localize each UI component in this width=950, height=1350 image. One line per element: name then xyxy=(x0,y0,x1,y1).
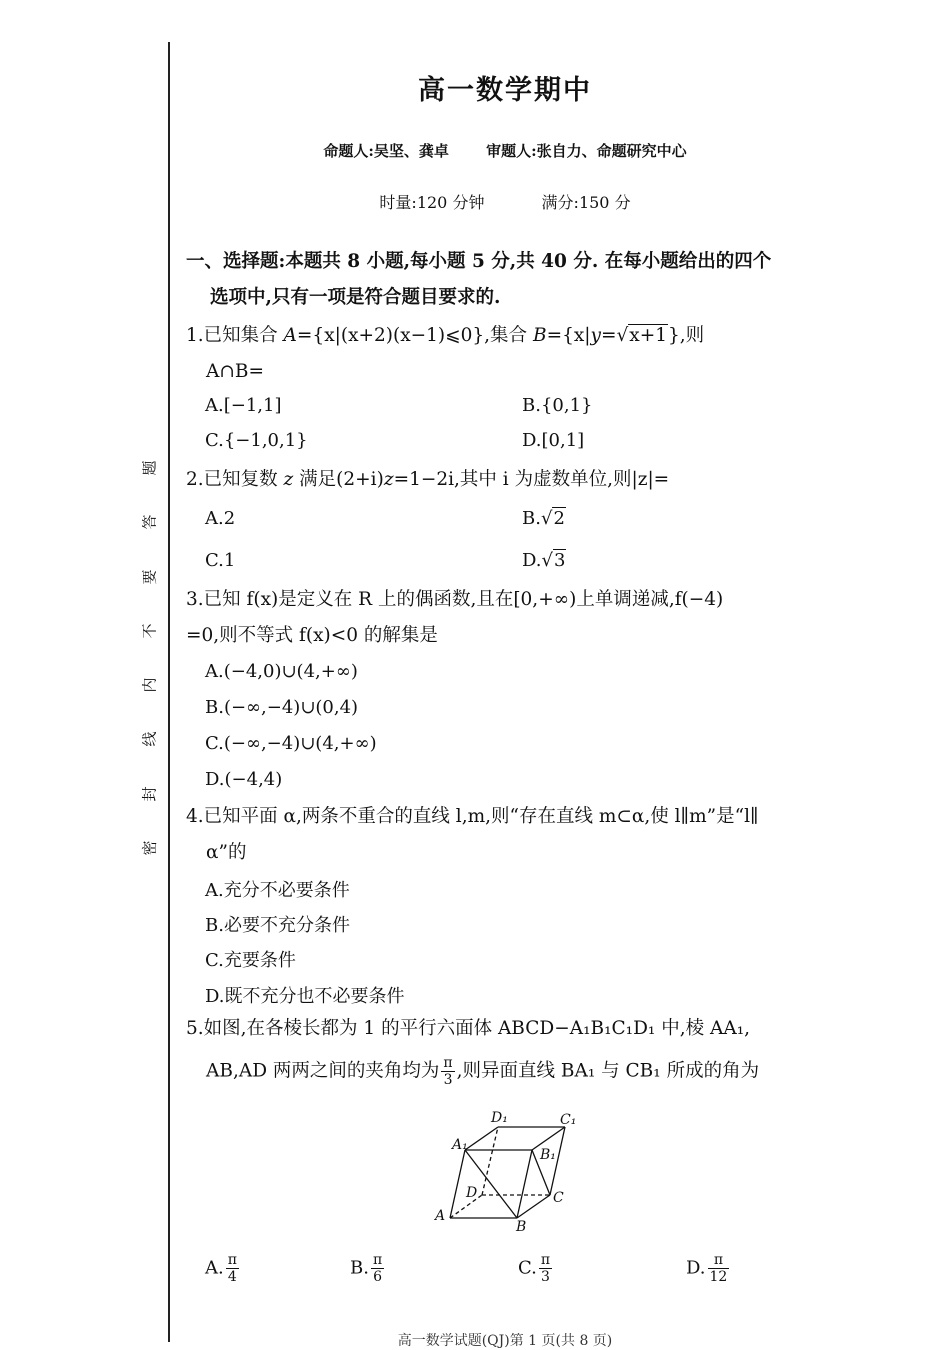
q1-option-b: B.{0,1} xyxy=(522,395,593,416)
seal-char: 线 xyxy=(140,731,159,747)
q4-option-a: A.充分不必要条件 xyxy=(205,880,350,901)
seal-char: 要 xyxy=(140,569,159,585)
exam-info xyxy=(60,190,950,213)
q4-line-1: 4.已知平面 α,两条不重合的直线 l,m,则“存在直线 m⊂α,使 l∥m”是“l∥ xyxy=(186,806,759,827)
q4-option-b: B.必要不充分条件 xyxy=(205,915,350,936)
q1-stem: 1.已知集合 A={x|(x+2)(x−1)⩽0},集合 B={x|y=√x+1},则 xyxy=(186,325,705,346)
question-2: 2.已知复数 z 满足(2+i)z=1−2i,其中 i 为虚数单位,则|z|= xyxy=(186,469,670,490)
section-line-1: 一、选择题:本题共 8 小题,每小题 5 分,共 40 分. 在每小题给出的四个 xyxy=(186,251,772,272)
label-B1: B₁ xyxy=(540,1147,556,1163)
q4-line-2: α”的 xyxy=(206,842,247,863)
binding-line xyxy=(168,42,170,1342)
q3-option-c: C.(−∞,−4)∪(4,+∞) xyxy=(205,733,377,754)
q3-option-d: D.(−4,4) xyxy=(205,769,283,790)
seal-char: 封 xyxy=(140,786,159,802)
question-4 xyxy=(186,805,816,865)
q2-option-c: C.1 xyxy=(205,550,236,571)
seal-line-notice xyxy=(140,458,160,858)
q4-option-c: C.充要条件 xyxy=(205,950,296,971)
time-limit: 时量:120 分钟 xyxy=(379,193,485,212)
q5-option-b: B. $\frac{\pi}{6}$ xyxy=(350,1252,383,1285)
q4-option-d: D.既不充分也不必要条件 xyxy=(205,986,405,1007)
q2-option-d: D.√3 xyxy=(522,550,566,571)
full-score: 满分:150 分 xyxy=(541,193,631,212)
q5-line-2: AB,AD 两两之间的夹角均为 $\frac{\pi}{3}$ ,则异面直线 BA₁ 与 CB₁ 所成的角为 xyxy=(206,1055,760,1088)
question-1 xyxy=(186,324,816,384)
q1-option-c: C.{−1,0,1} xyxy=(205,430,308,451)
q3-line-1: 3.已知 f(x)是定义在 R 上的偶函数,且在[0,+∞)上单调递减,f(−4) xyxy=(186,589,724,610)
question-3 xyxy=(186,588,816,648)
q5-line-1: 5.如图,在各棱长都为 1 的平行六面体 ABCD−A₁B₁C₁D₁ 中,棱 AA₁, xyxy=(186,1018,750,1039)
section-heading xyxy=(186,244,816,316)
label-B: B xyxy=(516,1219,527,1235)
label-C1: C₁ xyxy=(560,1112,577,1128)
q1-option-a: A.[−1,1] xyxy=(205,395,282,416)
seal-char: 题 xyxy=(140,460,159,476)
q5-angle-fraction: $\frac{\pi}{3}$ xyxy=(443,1055,453,1088)
exam-title: 高一数学期中 xyxy=(418,75,592,106)
q5-option-a: A. $\frac{\pi}{4}$ xyxy=(205,1252,237,1285)
label-D: D xyxy=(466,1185,478,1201)
seal-char: 密 xyxy=(140,840,159,856)
page-footer: 高一数学试题(QJ)第 1 页(共 8 页) xyxy=(397,1333,613,1349)
reviewers: 审题人:张自力、命题研究中心 xyxy=(486,142,687,160)
section-line-2: 选项中,只有一项是符合题目要求的. xyxy=(210,287,501,308)
q5-option-c: C. $\frac{\pi}{3}$ xyxy=(518,1252,551,1285)
q3-line-2: =0,则不等式 f(x)<0 的解集是 xyxy=(186,625,438,646)
authors-line xyxy=(60,140,950,161)
q2-option-b: B.√2 xyxy=(522,508,565,529)
label-C: C xyxy=(553,1190,564,1206)
label-D1: D₁ xyxy=(491,1110,508,1126)
q1-option-d: D.[0,1] xyxy=(522,430,585,451)
q3-option-b: B.(−∞,−4)∪(0,4) xyxy=(205,697,359,718)
q3-option-a: A.(−4,0)∪(4,+∞) xyxy=(205,661,358,682)
question-setters: 命题人:吴坚、龚卓 xyxy=(323,142,449,160)
question-5 xyxy=(186,1017,816,1088)
q5-option-d: D. $\frac{\pi}{12}$ xyxy=(686,1252,728,1285)
q2-option-a: A.2 xyxy=(205,508,236,529)
seal-char: 答 xyxy=(140,514,159,530)
label-A1: A₁ xyxy=(452,1137,468,1153)
seal-char: 不 xyxy=(140,623,159,639)
label-A: A xyxy=(435,1208,446,1224)
seal-char: 内 xyxy=(140,677,159,693)
q1-stem-cont: A∩B= xyxy=(206,361,264,382)
